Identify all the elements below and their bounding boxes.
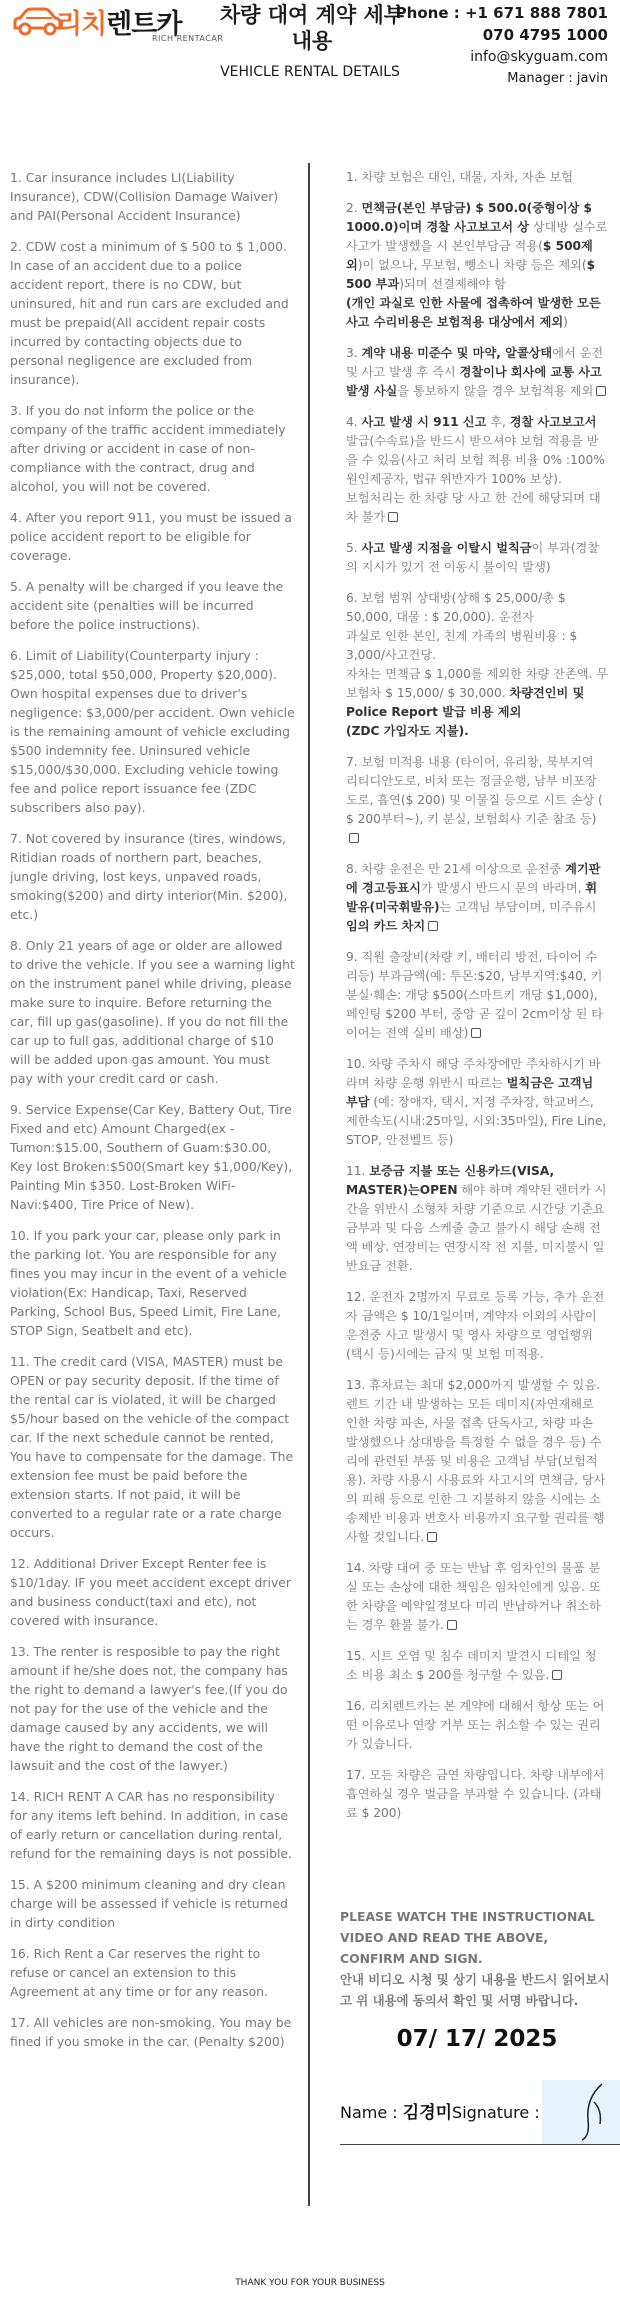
term-ko-2-bold-4: (개인 과실로 인한 사물에 접촉하여 발생한 모든 사고 수리비용은 보험적용 대상에서 제외 [346,296,601,329]
term-en-17: 17. All vehicles are non-smoking. You may be fined if you smoke in the car. (Penalty $200) [10,2015,292,2049]
term-ko-5-text: 이 부과(경찰의 지시가 있기 전 이동시 불이익 발생) [346,541,600,574]
term-ko-10-text-1: 10. 차량 주차시 해당 주차장에만 주차하시기 바라며 차량 운행 위반시 따르는 [346,1057,601,1090]
term-ko-3 [346,344,608,401]
term-ko-3-bold-2: 경찰이나 회사에 교통 사고 발생 사실 [346,365,602,398]
notice-line-1: PLEASE WATCH THE INSTRUCTIONAL VIDEO AND READ THE ABOVE, [340,1909,595,1945]
checkbox-13[interactable] [427,1532,437,1542]
term-ko-6-bold-2: (ZDC 가입자도 지불). [346,724,469,738]
term-en-12: 12. Additional Driver Except Renter fee is $10/1day. IF you meet accident except driver and business conduct(taxi and etc), not covered with insurance. [10,1556,292,1628]
logo-text-orange: 리치 [56,9,107,40]
term-ko-12-text: 12. 운전자 2명까지 무료로 등록 가능, 추가 운전자 금액은 $ 10/1일이며, 계약자 이외의 사람이 운전중 사고 발생시 및 영사 차량으로 영업행위(택시 등)시에는 금지 및 보험 미적용. [346,1290,605,1361]
renter-name: 김경미 [402,2103,453,2123]
term-en-3: 3. If you do not inform the police or the company of the traffic accident immediately after driving or accident in case of non-compliance with the contract, drug and alcohol, you will not be covered. [10,403,286,494]
term-ko-9 [346,948,608,1043]
confirmation-notice [340,1906,615,2011]
term-ko-8-text-3: 는 고객님 부담이며, 미주유시 [439,900,597,914]
term-ko-4-text-2: 발급(수속료)을 반드시 받으셔야 보험 적용을 받을 수 있음(사고 처리 보험 적용 비율 0% :100% 원인제공자, 법규 위반자가 100% 보상). [346,434,605,486]
notice-line-3: 안내 비디오 시청 및 상기 내용을 반드시 읽어보시고 위 내용에 동의서 확인 및 서명 바랍니다. [340,1972,610,2008]
term-ko-6-text-1: 6. 보험 범위 상대방(상해 $ 25,000/총 $ 50,000, 대물 : $ 20,000). 운전자 [346,591,566,624]
term-ko-2-bold-1: 면책금(본인 부담금) $ 500.0(중형이상 $ 1000.0)이며 경찰 사고보고서 상 [346,201,592,234]
term-ko-6-bold-1: 차량견인비 및 Police Report 발급 비용 제외 [346,686,585,719]
term-ko-8-bold-1: 계기판에 경고등표시 [346,862,601,895]
term-ko-13 [346,1376,608,1547]
term-ko-11-text: 해야 하며 계약된 렌터카 시간을 위반시 소형차 차량 기준으로 시간당 기준요금부과 및 다음 스케줄 출고 불가시 해당 손해 전액 배상. 연장비는 연장시작 전 지불, 미지불시 일반요금 전환. [346,1183,607,1273]
term-ko-5-number: 5. [346,541,362,555]
car-logo-icon [12,6,62,38]
term-ko-2-text-3: )되며 선결제해야 함 [399,277,506,291]
term-ko-2-text-2: )이 없으나, 무보험, 뺑소니 차량 등은 제외( [357,258,587,272]
term-ko-7 [346,753,608,848]
term-en-1: 1. Car insurance includes LI(Liability Insurance), CDW(Collision Damage Waiver) and PAI(Personal Accident Insurance) [10,170,279,223]
checkbox-8[interactable] [428,921,438,931]
term-ko-6 [346,589,608,741]
term-ko-2-number: 2. [346,201,362,215]
term-ko-2-bold-2: $ 500제외 [346,239,593,272]
term-ko-13-text: 13. 휴차료는 최대 $2,000까지 발생할 수 있음. 렌트 기간 내 발생하는 모든 데미지(자연재해로 인한 차량 파손, 사물 접촉 단독사고, 차량 파손 발생했으나 상대방을 특정할 수 없을 경우 등) 수리에 관련된 부품 및 비용은 고객님 부담(보험적용). 차량 사용시 사용료와 사고시의 면책금, 당사의 피해 등으로 인한 그 지불하지 않을 시에는 소송제반 비용과 변호사 비용까지 요구할 권리를 행사할 것입니다. [346,1378,606,1544]
checkbox-15[interactable] [552,1670,562,1680]
term-ko-3-number: 3. [346,346,362,360]
term-ko-16 [346,1697,608,1754]
term-ko-5-bold: 사고 발생 지점을 이탈시 벌칙금 [361,541,532,555]
checkbox-4[interactable] [388,512,398,522]
company-logo [12,4,224,44]
term-ko-10 [346,1055,608,1150]
column-divider [308,163,310,2206]
logo-subtitle: RICH RENTACAR [152,34,224,43]
term-ko-3-text-1: 에서 운전 및 사고 발생 후 즉시 [346,346,604,379]
phone-number-2: 070 4795 1000 [482,26,608,44]
term-ko-8-text-2: 가 발생시 반드시 문의 바라며, [420,881,586,895]
document-title-korean: 차량 대여 계약 세부 내용 [219,3,405,53]
term-ko-11 [346,1162,608,1276]
term-ko-14-text: 14. 차량 대여 중 또는 반납 후 임차인의 물품 분실 또는 손상에 대한 책임은 임차인에게 있음. 또한 차량을 예약일정보다 미리 반납하거나 취소하는 경우 환불 불가. [346,1561,601,1632]
term-ko-1 [346,168,608,187]
term-en-6: 6. Limit of Liability(Counterparty injury : $25,000, total $50,000, Property $20,000). Own hospital expenses due to driver's negligence: $3,000/per accident. Own vehicle is the remaining amount of vehicle excluding $500 indemnity fee. Uninsured vehicle $15,000/$30,000. Excluding vehicle towing fee and police report issuance fee (ZDC subscribers also pay). [10,648,295,815]
term-ko-11-bold: 보증금 지불 또는 신용카드(VISA, MASTER)는OPEN [346,1164,555,1197]
term-ko-4-number: 4. [346,415,362,429]
phone-number: Phone : +1 671 888 7801 [395,4,608,22]
term-ko-8 [346,860,608,936]
checkbox-14[interactable] [447,1620,457,1630]
term-ko-2-bold-3: $ 500 부과 [346,258,596,291]
term-ko-8-bold-3: 임의 카드 차지 [346,919,426,933]
term-ko-4-bold-2: 경찰 사고보고서 [509,415,597,429]
term-en-10: 10. If you park your car, please only park in the parking lot. You are responsible for any fines you may incur in the event of a vehicle violation(Ex: Handicap, Taxi, Reserved Parking, School Bus, Speed Limit, Fire Lane, STOP Sign, Seatbelt and etc). [10,1228,287,1338]
term-en-8: 8. Only 21 years of age or older are allowed to drive the vehicle. If you see a warning light on the instrument panel while driving, please make sure to inquire. Before returning the car, fill up gas(gasoline). If you do not fill the car up to full gas, additional charge of $10 will be added upon gas amount. You must pay with your credit card or cash. [10,938,295,1086]
header [0,0,620,90]
term-ko-10-bold: 벌칙금은 고객님 부담 [346,1076,594,1109]
term-ko-4 [346,413,608,527]
term-en-14: 14. RICH RENT A CAR has no responsibility for any items left behind. In addition, in case of early return or cancellation during rental, refund for the remaining days is not possible. [10,1789,292,1861]
notice-line-2: CONFIRM AND SIGN. [340,1951,483,1966]
english-terms [10,168,295,2063]
term-ko-2 [346,199,608,332]
term-ko-15 [346,1647,608,1685]
checkbox-3[interactable] [596,386,606,396]
korean-terms [346,168,608,1835]
term-en-7: 7. Not covered by insurance (tires, windows, Ritidian roads of northern part, beaches, jungle driving, lost keys, unpaved roads, smoking($200) and dirty interior(Min. $200), etc.) [10,831,288,922]
signature-row [340,2076,620,2146]
term-ko-17-text: 17. 모든 차량은 금연 차량입니다. 차량 내부에서 흡연하실 경우 벌금을 부과할 수 있습니다. (과태료 $ 200) [346,1768,605,1820]
term-ko-4-bold-1: 사고 발생 시 911 신고 [361,415,487,429]
term-ko-7-text: 7. 보험 미적용 내용 (타이어, 유리창, 북부지역 리티디안도로, 비치 또는 정글운행, 남부 비포장도로, 흡연($ 200) 및 이물질 등으로 시트 손상 ( $ 200부터~), 키 분실, 보험회사 기준 참조 등) [346,755,603,826]
checkbox-7[interactable] [349,833,359,843]
term-en-4: 4. After you report 911, you must be issued a police accident report to be eligible for coverage. [10,510,293,563]
term-en-9: 9. Service Expense(Car Key, Battery Out, Tire Fixed and etc) Amount Charged(ex - Tumon:$15.00, Southern of Guam:$30.00, Key lost Broken:$500(Smart key $1,000/Key), Painting Min $350. Lost-Broken WiFi-Navi:$400, Tire Price of New). [10,1102,293,1212]
signature-label-line [340,2098,540,2123]
signature-pad[interactable] [542,2080,620,2144]
term-ko-9-text: 9. 직원 출장비(차량 키, 배터리 방전, 타이어 수리등) 부과금액(예: 투몬:$20, 남부지역:$40, 키분실·훼손: 개당 $500(스마트키 개당 $1,000), 페인팅 $200 부터, 중앙 곧 깊이 2cm이상 된 타이어는 전액 실비 배상) [346,950,604,1040]
term-ko-12 [346,1288,608,1364]
term-ko-14 [346,1559,608,1635]
term-ko-4-text-1: 후, [486,415,510,429]
signature-label: Signature : [452,2103,540,2122]
term-en-11: 11. The credit card (VISA, MASTER) must be OPEN or pay security deposit. If the time of the rental car is violated, it will be charged $5/hour based on the vehicle of the compact car. If the next schedule cannot be rented, You have to compensate for the damage. The extension fee must be paid before the extension starts. If not paid, it will be converted to a regular rate or a rate charge occurs. [10,1354,294,1540]
term-en-5: 5. A penalty will be charged if you leave the accident site (penalties will be incurred before the police instructions). [10,579,284,632]
term-ko-17 [346,1766,608,1823]
contact-info [396,2,608,90]
term-ko-2-text-1: 상대방 실수로 사고가 발생했을 시 본인부담금 적용( [346,220,608,253]
name-label: Name : [340,2103,403,2122]
term-ko-6-text-3: 자차는 면책금 $ 1,000를 제외한 차량 잔존액. 무보험차 $ 15,000/ $ 30,000. [346,667,609,700]
checkbox-9[interactable] [471,1028,481,1038]
term-ko-15-text: 15. 시트 오염 및 침수 데미지 발견시 디테일 청소 비용 최소 $ 200를 청구할 수 있음. [346,1649,597,1682]
logo-text-dark: 렌트카 [106,9,182,40]
document-title-english: VEHICLE RENTAL DETAILS [220,64,400,80]
term-ko-16-text: 16. 리치렌트카는 본 계약에 대해서 항상 또는 어떤 이유로나 연장 거부 또는 취소할 수 있는 권리가 있습니다. [346,1699,605,1751]
term-ko-3-bold-1: 계약 내용 미준수 및 마약, 알콜상태 [361,346,553,360]
term-en-15: 15. A $200 minimum cleaning and dry clean charge will be assessed if vehicle is returned in dirty condition [10,1877,288,1930]
term-ko-6-text-2: 과실로 인한 본인, 친게 가족의 병원비용 : $ 3,000/사고건당. [346,629,578,662]
signature-stroke-icon [542,2080,620,2144]
term-ko-4-text-3: 보험처리는 한 차량 당 사고 한 건에 해당되며 대차 불가 [346,491,601,524]
email-address: info@skyguam.com [470,49,608,65]
manager-name: Manager : javin [507,71,608,86]
term-ko-3-text-2: 을 통보하지 않을 경우 보험적용 제외 [397,384,594,398]
term-ko-10-text-2: (예: 장애자, 택시, 지정 주차장, 학교버스, 제한속도(시내:25마일, 시외:35마일), Fire Line, STOP, 안전벨트 등) [346,1095,607,1147]
term-ko-2-text-4: ) [563,315,568,329]
term-ko-11-number: 11. [346,1164,370,1178]
footer-text: THANK YOU FOR YOUR BUSINESS [235,2278,385,2288]
signature-underline [340,2144,620,2145]
term-ko-5 [346,539,608,577]
term-ko-8-bold-2: 휘발유(미국휘발유) [346,881,598,914]
term-ko-8-text-1: 8. 차량 운전은 만 21세 이상으로 운전중 [346,862,566,876]
term-en-13: 13. The renter is resposible to pay the right amount if he/she does not, the company has the right to demand a lawyer's fee.(If you do not pay for the use of the vehicle and the damage caused by any accidents, we will have the right to demand the cost of the lawsuit and the cost of the lawyer.) [10,1644,288,1773]
term-ko-1-text: 1. 차량 보험은 대인, 대물, 자차, 자손 보험 [346,170,573,184]
term-en-2: 2. CDW cost a minimum of $ 500 to $ 1,000. In case of an accident due to a police accident report, there is no CDW, but uninsured, hit and run cars are excluded and must be prepaid(All accident repair costs incurred by contacting objects due to personal negligence are excluded from insurance). [10,239,289,387]
contract-date: 07/ 17/ 2025 [396,2026,558,2052]
term-en-16: 16. Rich Rent a Car reserves the right to refuse or cancel an extension to this Agreement at any time or for any reason. [10,1946,268,1999]
